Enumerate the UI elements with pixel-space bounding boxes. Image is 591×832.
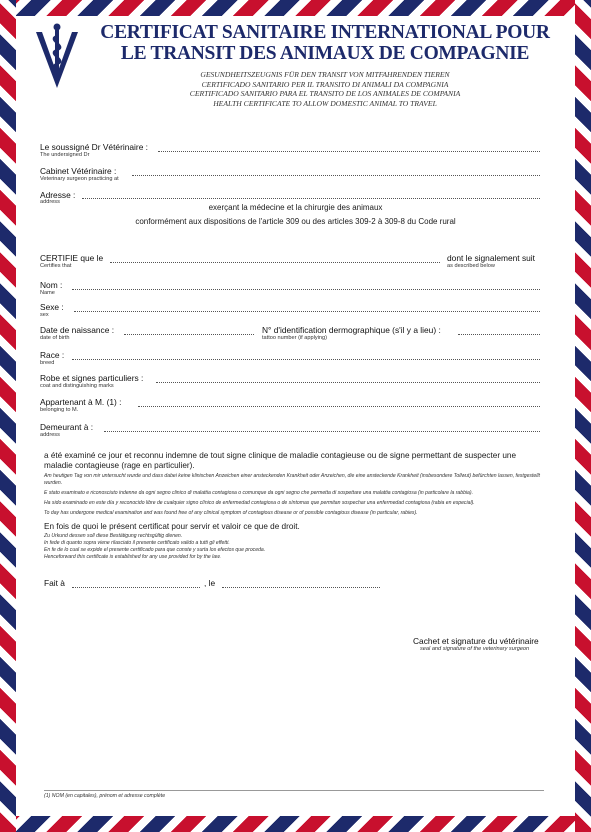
statement-de: Am heutigen Tag von mir untersucht wurde und dass dabei keine klinischen Anzeichen einer ansteckenden Krankheit oder Anzeichen, die eine ansteckende Krankheit (insbesondere Tollwut) befürchten lassen, festgestellt wurden. — [44, 473, 540, 486]
validity-en: Henceforward this certificate is established for any use provided for by the law. — [44, 554, 221, 560]
signalement-sub: as described below — [447, 263, 495, 269]
owner-label: Appartenant à M. (1) : — [40, 397, 122, 407]
undersigned-field[interactable] — [158, 151, 540, 152]
robe-label: Robe et signes particuliers : — [40, 373, 144, 383]
title-line-2: LE TRANSIT DES ANIMAUX DE COMPAGNIE — [120, 43, 530, 64]
dob-sub: date of birth — [40, 335, 70, 341]
id-sub: tattoo number (if applying) — [262, 335, 327, 341]
footnote: (1) NOM (en capitales), prénom et adresse complète — [44, 793, 166, 799]
signalement-label: dont le signalement suit — [447, 253, 535, 263]
airmail-border-left — [0, 0, 16, 832]
race-sub: breed — [40, 360, 55, 366]
demeurant-field[interactable] — [104, 431, 540, 432]
airmail-border-bottom — [0, 816, 591, 832]
subtitle-de: GESUNDHEITSZEUGNIS FÜR DEN TRANSIT VON MITFAHRENDEN TIEREN — [200, 70, 450, 79]
demeurant-label: Demeurant à : — [40, 422, 94, 432]
cachet-sub: seal and signature of the veterinary surgeon — [420, 646, 530, 652]
sexe-field[interactable] — [74, 311, 540, 312]
veterinary-logo-icon — [32, 22, 82, 94]
title-line-1: CERTIFICAT SANITAIRE INTERNATIONAL POUR — [100, 22, 550, 43]
owner-sub: belonging to M. — [40, 407, 79, 413]
certifie-sub: Certifies that — [40, 263, 72, 269]
cabinet-sub: Veterinary surgeon practicing at — [40, 176, 119, 182]
statement-it: E stato esaminato e riconosciuto indenne da ogni segno clinico di malattia contagiosa o comunque da ogni segno che permetta di sospettare una malattia contagiosa (in particolare la rabbia). — [44, 490, 473, 496]
validity-it: In fede di quanto sopra viene rilasciato il presente certificato valido a tutti gli effetti. — [44, 540, 230, 546]
demeurant-sub: address — [40, 432, 60, 438]
owner-field[interactable] — [138, 406, 540, 407]
undersigned-label: Le soussigné Dr Vétérinaire : — [40, 142, 148, 152]
robe-field[interactable] — [156, 382, 540, 383]
nom-field[interactable] — [72, 289, 540, 290]
race-label: Race : — [40, 350, 65, 360]
le-label: , le — [204, 578, 216, 588]
id-label: N° d'identification dermographique (s'il y a lieu) : — [262, 325, 441, 335]
sexe-sub: sex — [40, 312, 49, 318]
airmail-border-top — [0, 0, 591, 16]
subtitle-it: CERTIFICADO SANITARIO PER IL TRANSITO DI ANIMALI DA COMPAGNIA — [201, 79, 449, 89]
id-field[interactable] — [458, 334, 540, 335]
address-field[interactable] — [82, 198, 540, 199]
robe-sub: coat and distinguishing marks — [40, 383, 114, 389]
exercising-text: exerçant la médecine et la chirurgie des animaux — [208, 203, 383, 212]
nom-sub: Name — [40, 290, 55, 296]
nom-label: Nom : — [40, 280, 63, 290]
dob-label: Date de naissance : — [40, 325, 115, 335]
translated-titles — [90, 70, 560, 108]
cabinet-label: Cabinet Vétérinaire : — [40, 166, 117, 176]
statement-en: To day has undergone medical examination and was found free of any clinical symptom of contagious disease or of possible contagious disease (in particular, rabies). — [44, 510, 418, 516]
validity-de: Zu Urkund dessen soll diese Bestätigung rechtsgültig dienen. — [44, 533, 183, 539]
date-field[interactable] — [222, 587, 380, 588]
dob-field[interactable] — [124, 334, 254, 335]
certificate-title — [90, 22, 560, 64]
undersigned-sub: The undersigned Dr — [40, 152, 90, 158]
statement-es: Ha sido examinado en este día y reconocido libre de cualquier signo clínico de enfermedad contagiosa o de síntomas que permitan sospechar una enfermedad contagiosa (rabia en especial). — [44, 500, 475, 506]
examination-statement: a été examiné ce jour et reconnu indemne de tout signe clinique de maladie contagieuse ou de signe permettant de suspecter une maladie contagieuse (rage en particulier). — [44, 451, 517, 470]
certifie-field[interactable] — [110, 262, 440, 263]
validity-es: En fe de lo cual se expide el presente certificado para que conste y surta los efectos que proceda. — [44, 547, 266, 553]
fait-field[interactable] — [72, 587, 200, 588]
subtitle-es: CERTIFICADO SANITARIO PARA EL TRANSITO DE LOS ANIMALES DE COMPANIA — [189, 89, 461, 98]
footnote-divider — [44, 790, 544, 791]
certifie-label: CERTIFIE que le — [40, 253, 104, 263]
cabinet-field[interactable] — [132, 175, 540, 176]
sexe-label: Sexe : — [40, 302, 64, 312]
address-sub: address — [40, 199, 60, 205]
subtitle-en: HEALTH CERTIFICATE TO ALLOW DOMESTIC ANIMAL TO TRAVEL — [213, 98, 437, 108]
airmail-border-right — [575, 0, 591, 832]
fait-label: Fait à — [44, 578, 65, 588]
conformity-text: conformément aux dispositions de l'article 309 ou des articles 309-2 à 309-8 du Code rural — [135, 217, 456, 226]
validity-statement: En fois de quoi le présent certificat pour servir et valoir ce que de droit. — [44, 522, 300, 531]
cachet-label: Cachet et signature du vétérinaire — [413, 636, 539, 646]
address-label: Adresse : — [40, 190, 76, 200]
race-field[interactable] — [72, 359, 540, 360]
